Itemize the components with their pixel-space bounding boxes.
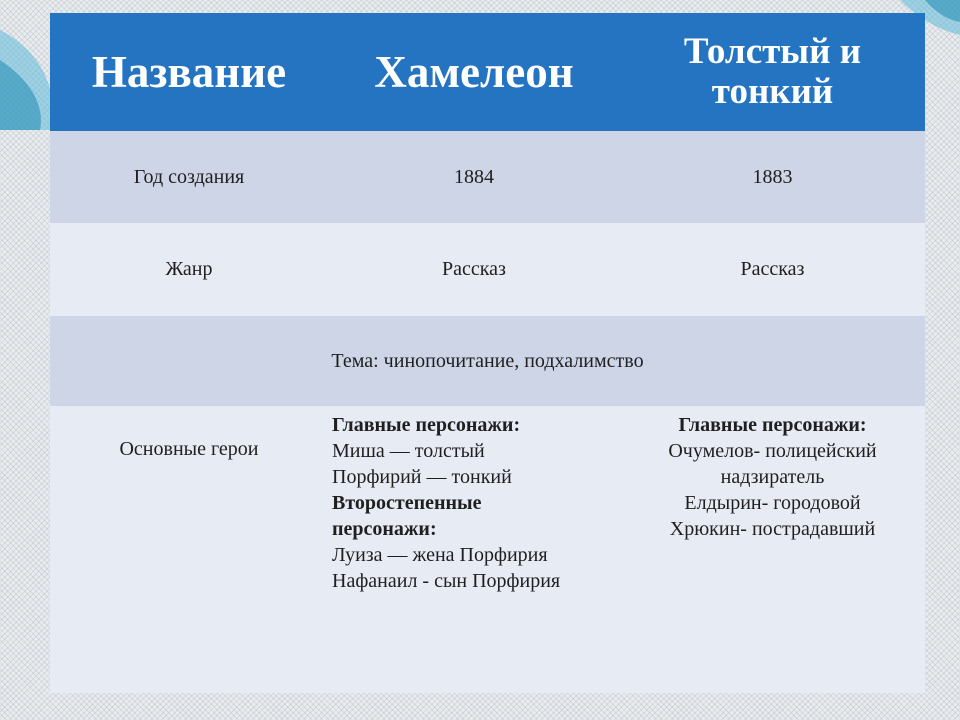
- list-item: Очумелов- полицейский надзиратель: [668, 440, 877, 488]
- genre-value-chameleon: Рассказ: [328, 223, 620, 316]
- list-item: Луиза — жена Порфирия: [332, 544, 548, 566]
- table-row-year: [50, 131, 925, 223]
- heroes-main-title: Главные персонажи:: [332, 414, 521, 436]
- table-row-theme: [50, 316, 925, 406]
- table-row-heroes: [50, 406, 925, 693]
- list-item: Миша — толстый: [332, 440, 485, 462]
- heroes-label: Основные герои: [50, 406, 328, 693]
- heroes-main-title: Главные персонажи:: [678, 414, 867, 436]
- list-item: Елдырин- городовой: [684, 492, 861, 514]
- theme-text: Тема: чинопочитание, подхалимство: [50, 316, 925, 406]
- table-row-genre: [50, 223, 925, 316]
- list-item: Порфирий — тонкий: [332, 466, 512, 488]
- genre-value-fat-thin: Рассказ: [620, 223, 925, 316]
- header-chameleon: Хамелеон: [328, 13, 620, 131]
- genre-label: Жанр: [50, 223, 328, 316]
- list-item: Нафанаил - сын Порфирия: [332, 570, 561, 592]
- heroes-list-chameleon: [620, 406, 925, 693]
- year-value-fat-thin: 1883: [620, 131, 925, 223]
- header-title: Название: [50, 13, 328, 131]
- heroes-secondary-title: Второстепенные персонажи:: [332, 492, 482, 540]
- comparison-table: [50, 13, 925, 693]
- year-label: Год создания: [50, 131, 328, 223]
- list-item: Хрюкин- пострадавший: [669, 518, 876, 540]
- year-value-chameleon: 1884: [328, 131, 620, 223]
- table-header-row: [50, 13, 925, 131]
- header-fat-and-thin: Толстый и тонкий: [620, 13, 925, 131]
- heroes-list-fat-thin: [328, 406, 620, 693]
